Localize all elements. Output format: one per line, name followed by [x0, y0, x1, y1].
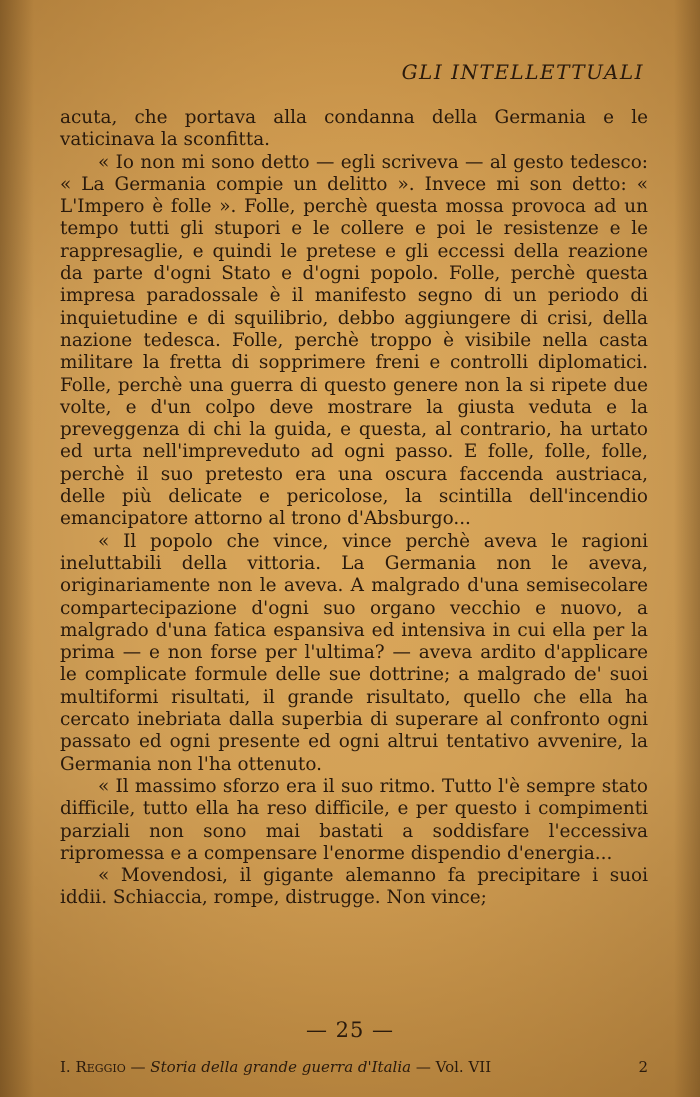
- running-head: GLI INTELLETTUALI: [401, 60, 644, 84]
- body-text: [60, 107, 648, 910]
- paragraph-5: « Movendosi, il gigante alemanno fa precipitare i suoi iddii. Schiaccia, rompe, distrugge. Non vince;: [60, 865, 648, 909]
- paragraph-2: « Io non mi sono detto — egli scriveva — al gesto tedesco: « La Germania compie un delitto ». Invece mi son detto: « L'Impero è folle ». Folle, perchè questa mossa provoca ad un tempo tutti gli stupori e le collere e poi le resistenze e le rappresaglie, e quindi le pretese e gli eccessi della reazione da parte d'ogni Stato e d'ogni popolo. Folle, perchè questa impresa paradossale è il manifesto segno di un periodo di inquietudine e di squilibrio, debbo aggiungere di crisi, della nazione tedesca. Folle, perchè troppo è visibile nella casta militare la fretta di sopprimere freni e controlli diplomatici. Folle, perchè una guerra di questo genere non la si ripete due volte, e d'un colpo deve mostrare la giusta veduta e la preveggenza di chi la guida, e questa, al contrario, ha urtato ed urta nell'impreveduto ad ogni passo. E folle, folle, folle, perchè il suo pretesto era una oscura faccenda austriaca, delle più delicate e pericolose, la scintilla dell'incendio emancipatore attorno al trono d'Absburgo...: [60, 151, 648, 530]
- footer-title: Storia della grande guerra d'Italia: [150, 1058, 412, 1076]
- paragraph-4: « Il massimo sforzo era il suo ritmo. Tutto l'è sempre stato difficile, tutto ella ha reso difficile, e per questo i compimenti parziali non sono mai bastati a soddisfare l'eccessiva ripromessa e a compensare l'enorme dispendio d'energia...: [60, 775, 648, 864]
- paragraph-1: acuta, che portava alla condanna della Germania e le vaticinava la sconfitta.: [60, 107, 648, 151]
- footer-volume: — Vol. VII: [415, 1058, 492, 1076]
- footer-dash: —: [130, 1058, 151, 1076]
- page-number: — 25 —: [305, 1018, 395, 1042]
- paragraph-3: « Il popolo che vince, vince perchè aveva le ragioni ineluttabili della vittoria. La Germania non le aveva, originariamente non le aveva. A malgrado d'una semisecolare compartecipazione d'ogni suo organo vecchio e nuovo, a malgrado d'una fatica espansiva ed intensiva in cui ella per la prima — e non forse per l'ultima? — aveva ardito d'applicare le complicate formule delle sue dottrine; a malgrado de' suoi multiformi risultati, il grande risultato, quello che ella ha cercato inebriata dalla superbia di superare al confronto ogni passato ed ogni presente ed ogni altrui tentativo avvenire, la Germania non l'ha ottenuto.: [60, 530, 648, 775]
- footer-signature: 2: [638, 1058, 648, 1076]
- footer-author: I. Reggio: [60, 1058, 126, 1076]
- footer-line: [60, 1058, 648, 1076]
- footer-citation: [60, 1058, 491, 1076]
